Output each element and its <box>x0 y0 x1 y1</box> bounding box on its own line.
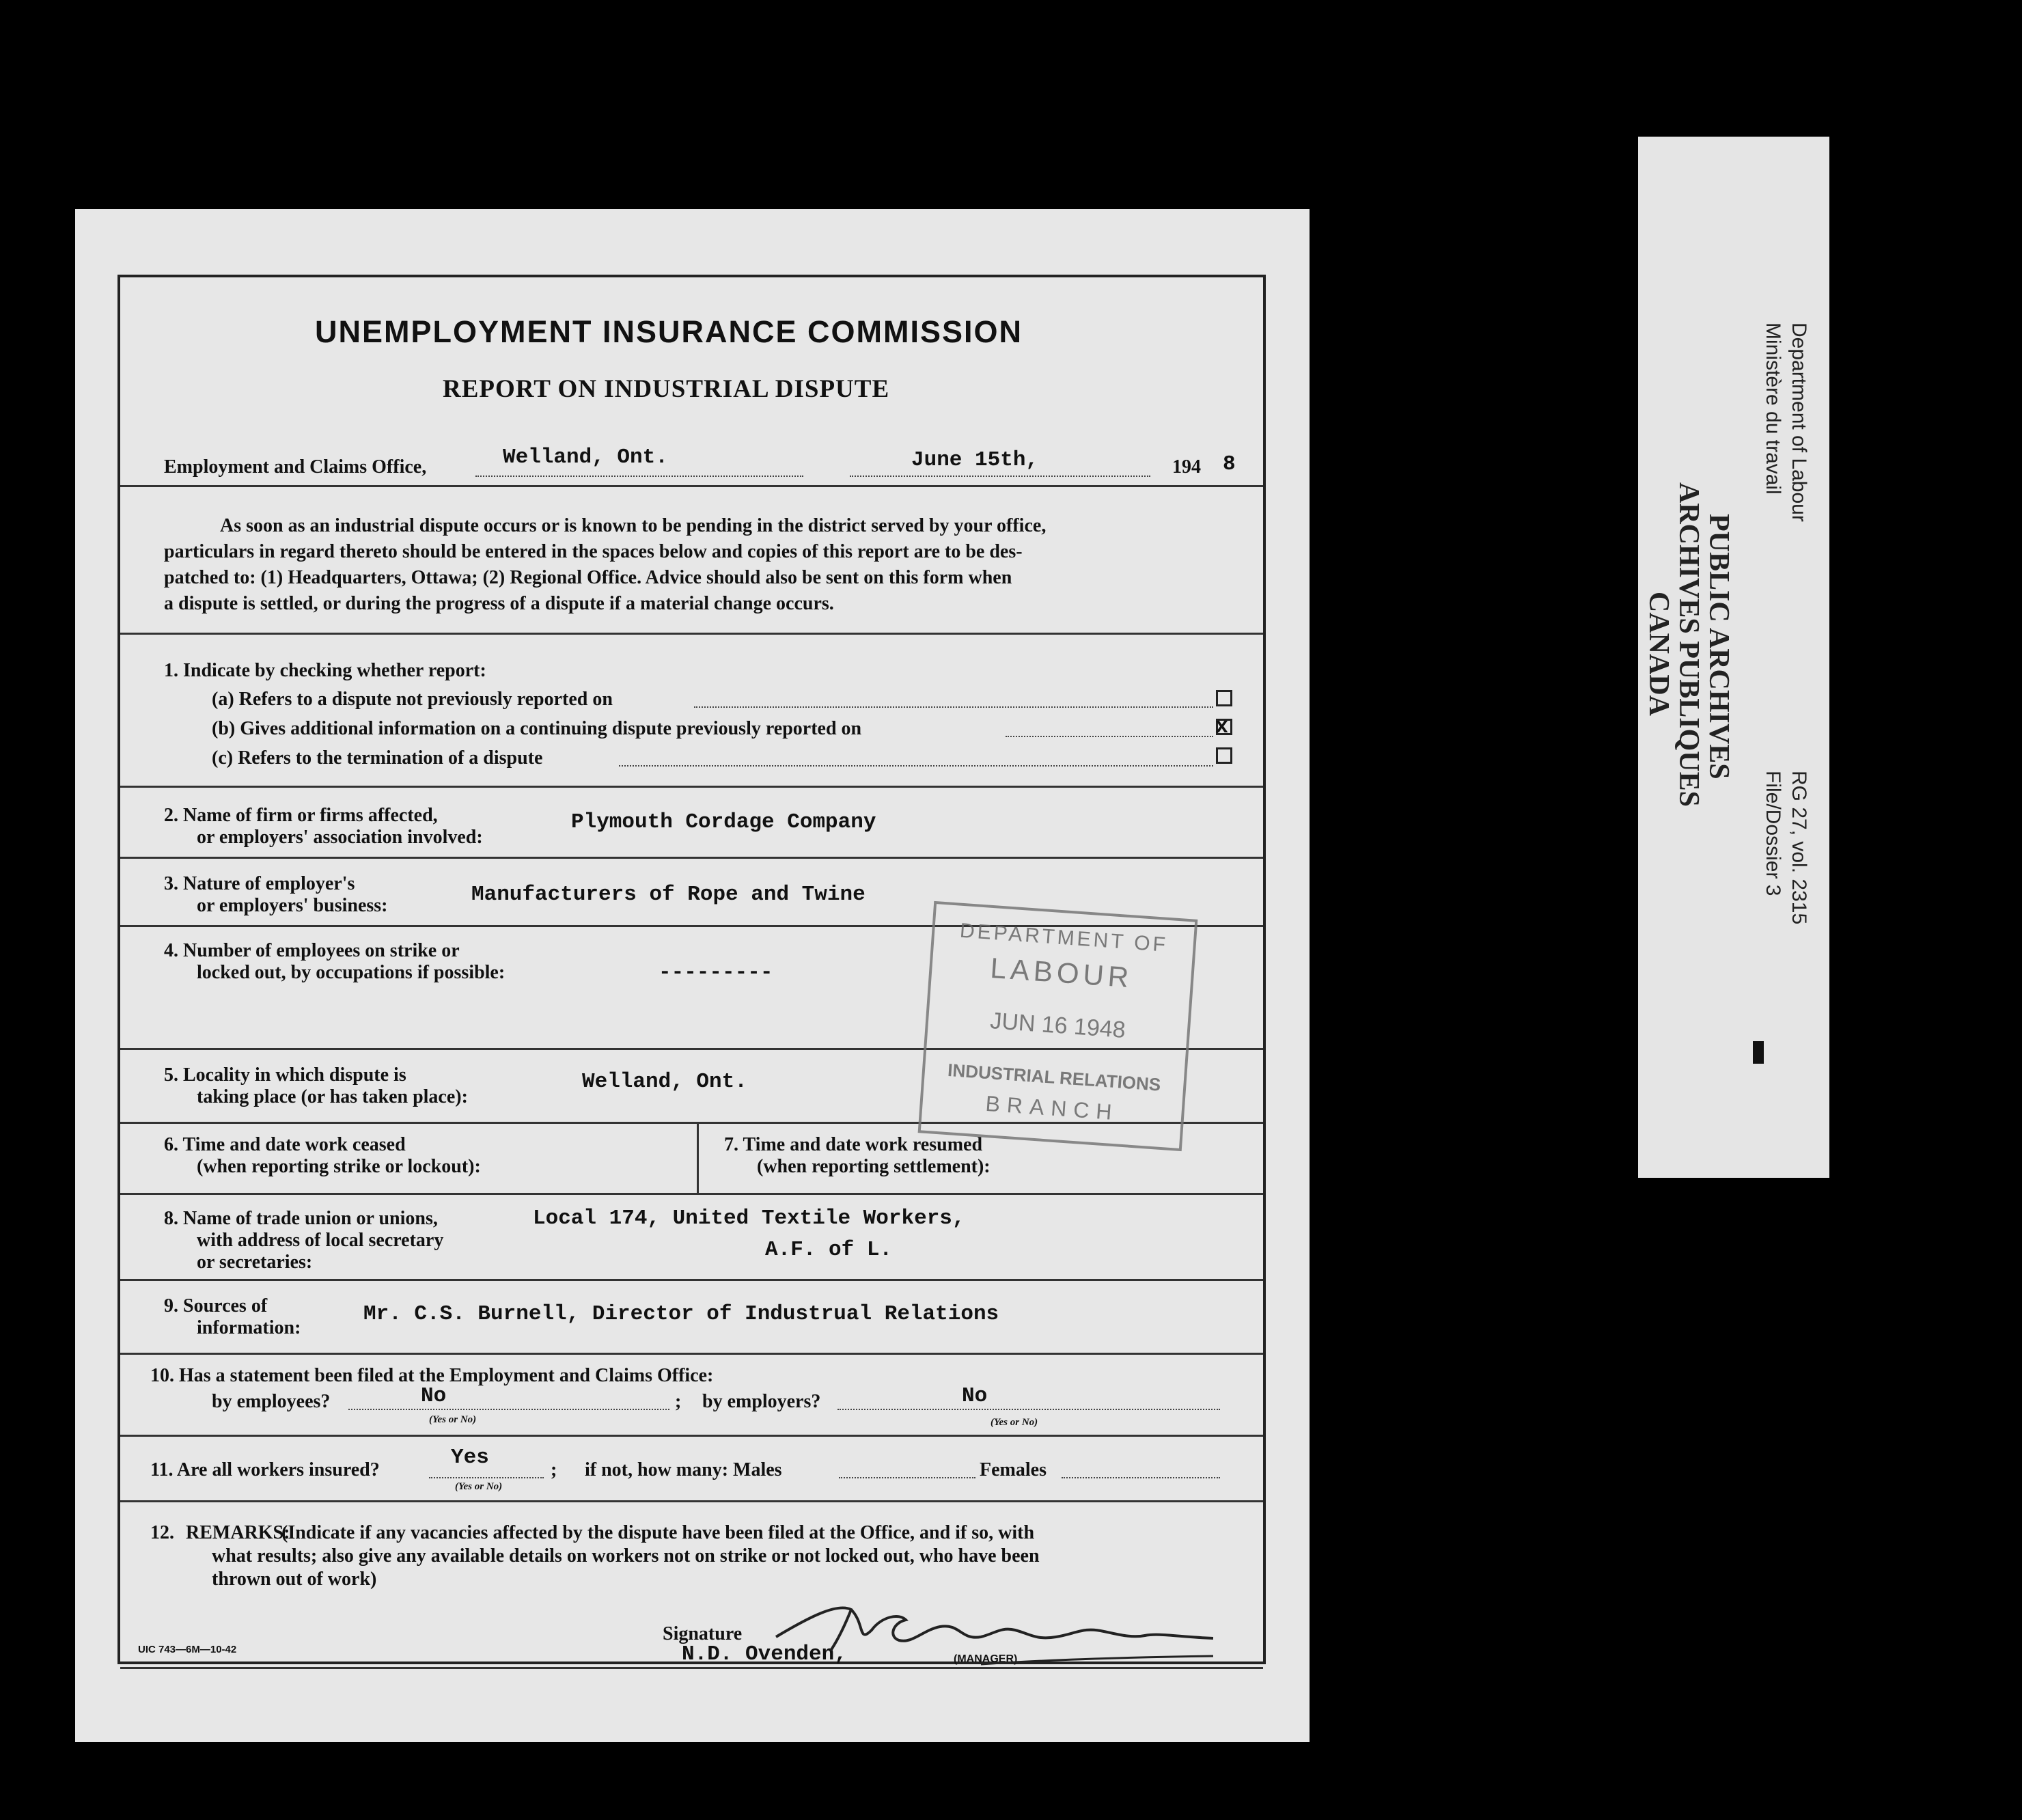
archive-pa-line3: CANADA <box>1643 592 1674 716</box>
q6-label: 6. Time and date work ceased <box>164 1134 406 1155</box>
q1c-dotline <box>619 765 1213 767</box>
q1c-checkbox[interactable] <box>1216 747 1232 764</box>
q8-value-2: A.F. of L. <box>765 1238 893 1262</box>
q8-label-3: or secretaries: <box>197 1252 313 1273</box>
q4-label-2: locked out, by occupations if possible: <box>197 962 506 983</box>
q12-text: (Indicate if any vacancies affected by the dispute have been filed at the Office, and if so, with <box>281 1522 1035 1543</box>
q9-label-2: information: <box>197 1317 301 1338</box>
q11-females-label: Females <box>980 1459 1047 1480</box>
archive-dept-fr: Ministère du travail <box>1762 322 1784 495</box>
divider <box>120 1435 1263 1437</box>
stamp-line: BRANCH <box>984 1090 1120 1125</box>
q9-label: 9. Sources of <box>164 1295 268 1316</box>
q7-label: 7. Time and date work resumed <box>724 1134 983 1155</box>
form-title: UNEMPLOYMENT INSURANCE COMMISSION <box>315 314 1023 349</box>
q2-label: 2. Name of firm or firms affected, <box>164 805 438 826</box>
q8-value: Local 174, United Textile Workers, <box>533 1207 965 1230</box>
instructions-line: patched to: (1) Headquarters, Ottawa; (2) Regional Office. Advice should also be sent on this form when <box>164 567 1012 588</box>
q11-semicolon: ; <box>551 1459 557 1480</box>
manager-label: (MANAGER) <box>954 1653 1018 1665</box>
q10-semicolon: ; <box>675 1391 682 1412</box>
document-page <box>75 209 1310 1742</box>
q10-employees-value: No <box>421 1384 447 1408</box>
q10-employees-dotline <box>348 1409 669 1410</box>
divider <box>120 1279 1263 1281</box>
q2-value: Plymouth Cordage Company <box>571 810 876 834</box>
q10-yes-no-hint-2: (Yes or No) <box>991 1417 1038 1428</box>
q10-yes-no-hint: (Yes or No) <box>429 1414 477 1425</box>
q9-value: Mr. C.S. Burnell, Director of Industrual Relations <box>363 1302 999 1326</box>
stamp-line: INDUSTRIAL RELATIONS <box>947 1059 1162 1095</box>
q4-value: --------- <box>659 961 773 984</box>
q10-employees-label: by employees? <box>212 1391 331 1412</box>
office-value: Welland, Ont. <box>503 445 668 469</box>
divider <box>120 485 1263 487</box>
q12-remarks-label: REMARKS: <box>186 1522 290 1543</box>
signature-label: Signature <box>663 1623 743 1644</box>
instructions-line: As soon as an industrial dispute occurs or is known to be pending in the district served by your office, <box>220 515 1047 536</box>
received-stamp <box>918 901 1198 1151</box>
office-dotline <box>475 475 803 477</box>
q12-number: 12. <box>150 1522 174 1543</box>
q1-label: 1. Indicate by checking whether report: <box>164 660 486 681</box>
q10-employers-label: by employers? <box>702 1391 821 1412</box>
q11-ifnot-label: if not, how many: Males <box>585 1459 782 1480</box>
stamp-line: LABOUR <box>989 951 1134 994</box>
q8-label-2: with address of local secretary <box>197 1230 444 1251</box>
q1b-dotline <box>1006 736 1213 737</box>
q11-label: 11. Are all workers insured? <box>150 1459 380 1480</box>
q8-label: 8. Name of trade union or unions, <box>164 1208 438 1229</box>
archive-pa-line2: ARCHIVES PUBLIQUES <box>1673 482 1704 807</box>
q11-value: Yes <box>451 1446 489 1470</box>
q10-label: 10. Has a statement been filed at the Employment and Claims Office: <box>150 1365 714 1386</box>
q1b-checkbox[interactable] <box>1215 714 1232 739</box>
divider <box>120 633 1263 635</box>
date-dotline <box>850 475 1150 477</box>
handwritten-signature <box>735 1589 1227 1671</box>
divider <box>120 1500 1263 1502</box>
q11-dotline <box>429 1477 544 1478</box>
q3-label: 3. Nature of employer's <box>164 873 355 894</box>
q3-value: Manufacturers of Rope and Twine <box>471 883 865 907</box>
archive-file: File/Dossier 3 <box>1762 771 1784 896</box>
q10-employers-value: No <box>962 1384 988 1408</box>
instructions-line: particulars in regard thereto should be entered in the spaces below and copies of this report are to be des- <box>164 541 1023 562</box>
archive-pa-line1: PUBLIC ARCHIVES <box>1703 514 1734 780</box>
divider <box>120 857 1263 859</box>
q5-label-2: taking place (or has taken place): <box>197 1086 468 1107</box>
archive-dept-en: Department of Labour <box>1788 322 1810 522</box>
q3-label-2: or employers' business: <box>197 895 388 916</box>
instructions-line: a dispute is settled, or during the progress of a dispute if a material change occurs. <box>164 593 834 614</box>
q10-employers-dotline <box>837 1409 1220 1410</box>
form-subtitle: REPORT ON INDUSTRIAL DISPUTE <box>443 375 890 403</box>
office-label: Employment and Claims Office, <box>164 456 427 478</box>
stamp-line: DEPARTMENT OF <box>959 919 1169 956</box>
q1a-dotline <box>694 706 1213 708</box>
q1c-label: (c) Refers to the termination of a dispute <box>212 747 543 769</box>
archive-rg: RG 27, vol. 2315 <box>1788 771 1810 925</box>
q1a-label: (a) Refers to a dispute not previously reported on <box>212 689 613 710</box>
q1b-label: (b) Gives additional information on a continuing dispute previously reported on <box>212 718 862 739</box>
stamp-date: JUN 16 1948 <box>989 1008 1126 1043</box>
q12-text-3: thrown out of work) <box>212 1569 377 1590</box>
q2-label-2: or employers' association involved: <box>197 827 483 848</box>
year-prefix: 194 <box>1172 456 1201 478</box>
q7-label-2: (when reporting settlement): <box>757 1156 991 1177</box>
q5-label: 5. Locality in which dispute is <box>164 1064 406 1086</box>
q4-label: 4. Number of employees on strike or <box>164 940 460 961</box>
q5-value: Welland, Ont. <box>582 1070 747 1094</box>
divider <box>120 1193 1263 1195</box>
year-suffix: 8 <box>1223 452 1236 476</box>
divider <box>120 1353 1263 1355</box>
q11-females-dotline <box>1062 1477 1220 1478</box>
q1a-checkbox[interactable] <box>1216 690 1232 706</box>
divider <box>120 786 1263 788</box>
q11-yes-no-hint: (Yes or No) <box>455 1481 503 1492</box>
signature-typed-name: N.D. Ovenden, <box>682 1642 847 1666</box>
q1b-check-mark: x <box>1215 714 1229 739</box>
q12-text-2: what results; also give any available details on workers not on strike or not locked out, who have been <box>212 1545 1040 1567</box>
q6-label-2: (when reporting strike or lockout): <box>197 1156 481 1177</box>
column-divider <box>697 1122 699 1193</box>
q11-males-dotline <box>839 1477 975 1478</box>
form-code: UIC 743—6M—10-42 <box>138 1644 237 1655</box>
date-value: June 15th, <box>911 448 1039 472</box>
